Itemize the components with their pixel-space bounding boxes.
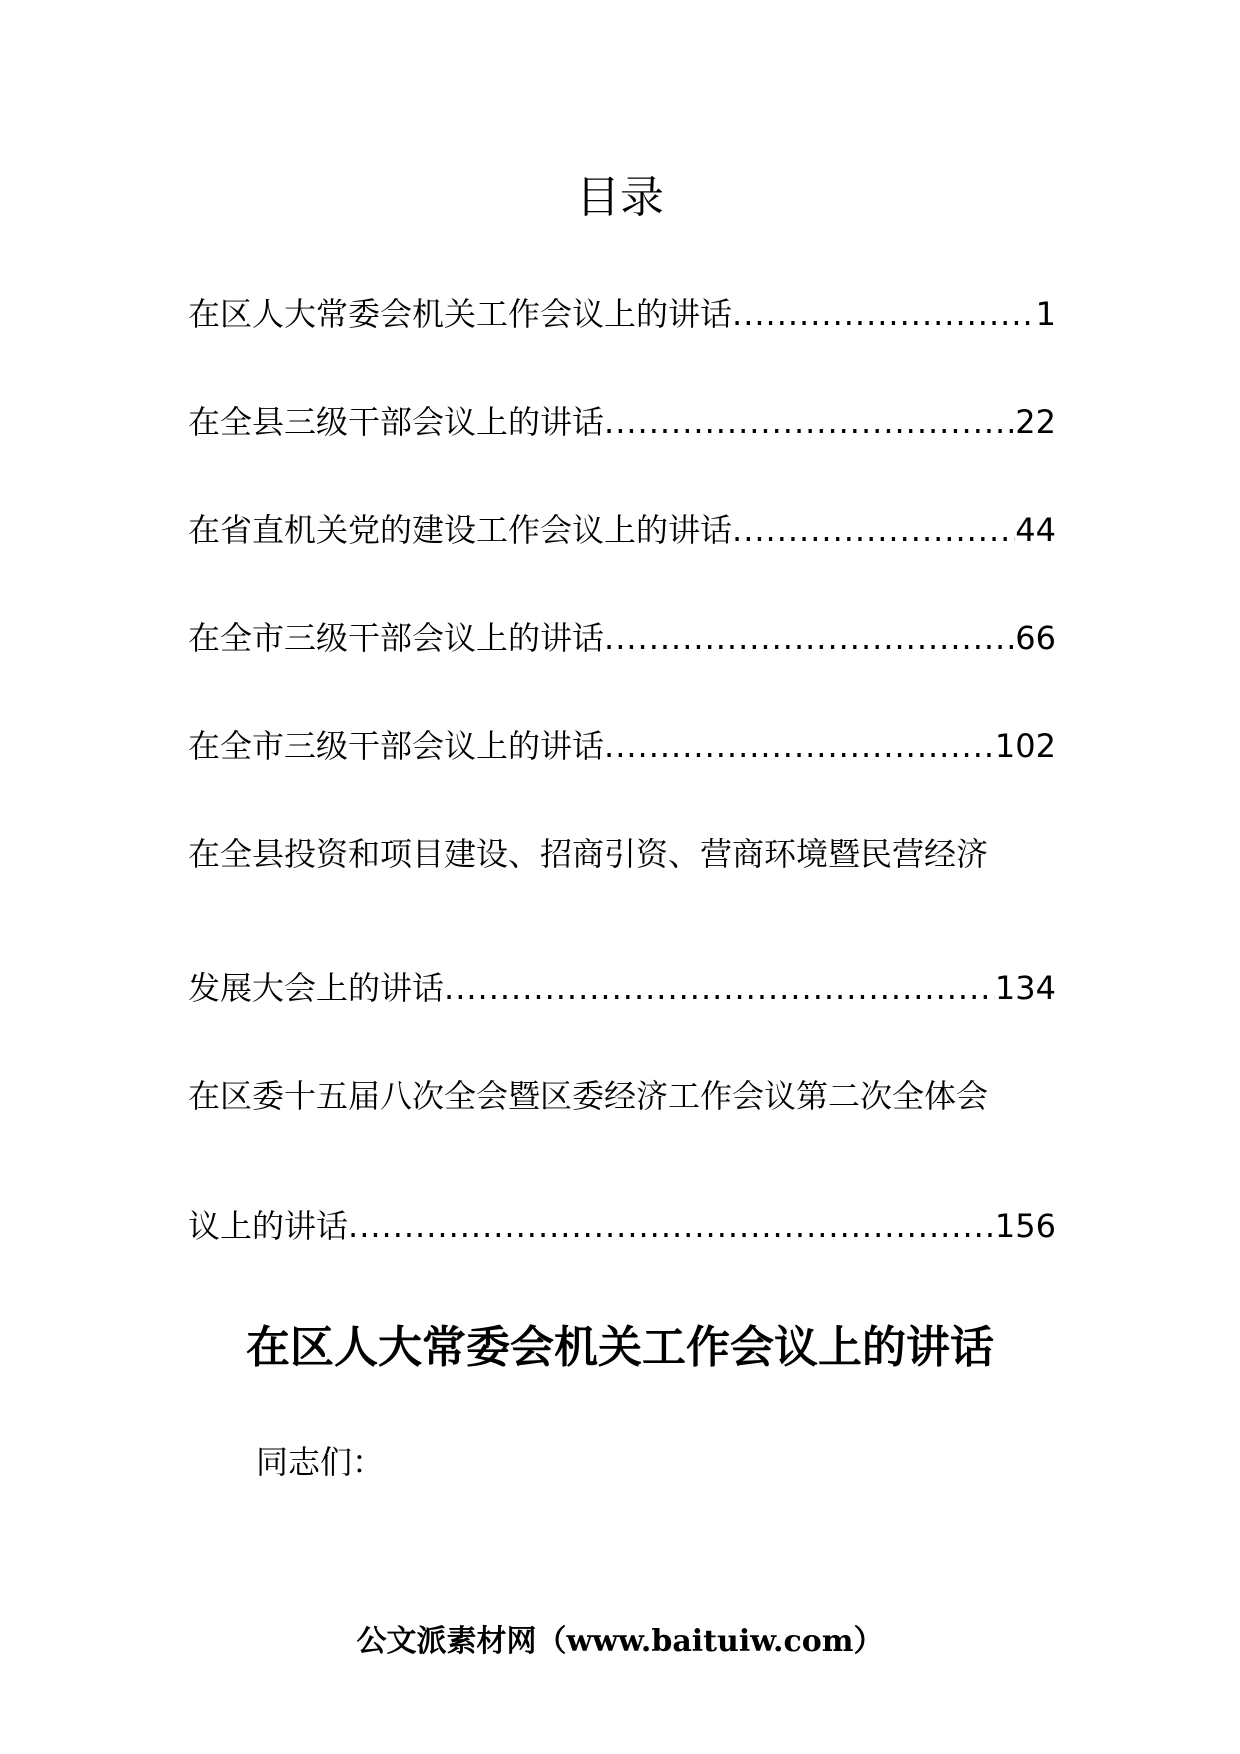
toc-entry-first-line[interactable] [188, 832, 1056, 876]
toc-entry[interactable] [188, 616, 1056, 660]
toc-entry-label: 议上的讲话 [188, 1207, 349, 1245]
toc-entry-page: 134 [994, 969, 1056, 1007]
toc-leader-dots [348, 1204, 995, 1248]
toc-entry-label-line1: 在全县投资和项目建设、招商引资、营商环境暨民营经济 [188, 835, 989, 873]
toc-entry-label: 在区人大常委会机关工作会议上的讲话 [188, 295, 733, 333]
toc-entry[interactable] [188, 966, 1056, 1010]
toc-entry-page: 1 [1035, 295, 1056, 333]
toc-entry-label: 在全市三级干部会议上的讲话 [188, 619, 605, 657]
toc-entry-label: 在省直机关党的建设工作会议上的讲话 [188, 511, 733, 549]
toc-entry[interactable] [188, 292, 1056, 336]
toc-entry-first-line[interactable] [188, 1074, 1056, 1118]
toc-leader-dots [732, 508, 1015, 552]
toc-leader-dots [604, 616, 1015, 660]
toc-leader-dots [732, 292, 1036, 336]
toc-title: 目录 [576, 172, 664, 223]
salutation: 同志们： [256, 1443, 385, 1481]
toc-leader-dots [604, 400, 1015, 444]
toc-entry-label: 在全市三级干部会议上的讲话 [188, 727, 605, 765]
toc-entry-label: 在全县三级干部会议上的讲话 [188, 403, 605, 441]
toc-entry-page: 102 [994, 727, 1056, 765]
toc-entry-label-line1: 在区委十五届八次全会暨区委经济工作会议第二次全体会 [188, 1077, 989, 1115]
article-title: 在区人大常委会机关工作会议上的讲话 [246, 1322, 994, 1373]
toc-leader-dots [604, 724, 995, 768]
toc-entry-label: 发展大会上的讲话 [188, 969, 445, 1007]
toc-entry[interactable] [188, 724, 1056, 768]
toc-entry-page: 22 [1015, 403, 1056, 441]
toc-entry[interactable] [188, 400, 1056, 444]
toc-entry-page: 66 [1015, 619, 1056, 657]
toc-entry-page: 44 [1015, 511, 1056, 549]
toc-entry-page: 156 [994, 1207, 1056, 1245]
toc-leader-dots [444, 966, 995, 1010]
toc-entry[interactable] [188, 1204, 1056, 1248]
footer-watermark: 公文派素材网（www.baituiw.com） [356, 1624, 884, 1659]
toc-entry[interactable] [188, 508, 1056, 552]
